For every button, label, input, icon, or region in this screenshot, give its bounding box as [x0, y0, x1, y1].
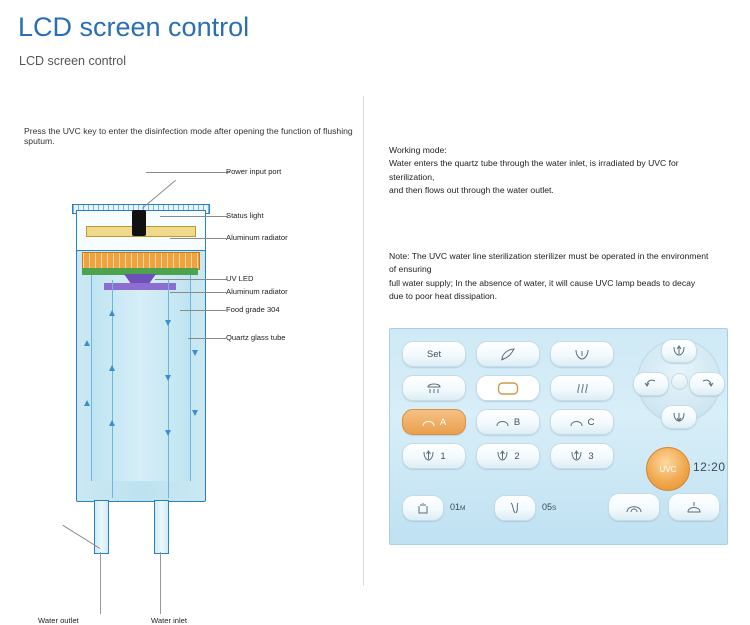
seat-c-label: C [587, 416, 595, 428]
pressure-up-icon [672, 345, 686, 357]
seat-heat-icon [570, 416, 583, 428]
label-water-outlet: Water outlet [38, 616, 79, 625]
aluminum-radiator-lower [104, 283, 176, 290]
nozzle-clean-button[interactable] [476, 341, 540, 367]
label-quartz-glass-tube: Quartz glass tube [226, 333, 286, 342]
uvc-label: UVC [659, 464, 677, 474]
page-title: LCD screen control [18, 12, 250, 42]
label-status-light: Status light [226, 211, 264, 220]
note-line2: full water supply; In the absence of water, it will cause UVC lamp beads to decay [389, 277, 696, 288]
move-back-icon [644, 378, 658, 390]
seat-b-label: B [513, 416, 521, 428]
minutes-unit: M [460, 505, 466, 512]
water-temp-icon [496, 450, 509, 462]
seconds-unit: S [552, 505, 557, 512]
note-block [389, 250, 709, 303]
water-inlet-pipe [154, 500, 169, 554]
set-button-label: Set [426, 348, 442, 360]
water-temp-1-label: 1 [440, 450, 446, 462]
water-temp-3-button[interactable] [550, 443, 614, 469]
label-water-inlet: Water inlet [151, 616, 188, 625]
move-front-icon [700, 378, 714, 390]
deodorize-icon [625, 501, 643, 514]
clock-readout: 12:20 [693, 460, 726, 474]
lid-open-icon [685, 501, 703, 514]
seat-a-button[interactable] [402, 409, 466, 435]
diagram-caption: Press the UVC key to enter the disinfection mode after opening the function of flushing sputum. [24, 126, 353, 146]
seconds-value: 05 [542, 502, 553, 512]
shower-dry-button[interactable] [402, 375, 466, 401]
rear-wash-icon [574, 347, 590, 361]
vertical-divider [363, 96, 364, 586]
working-mode-line2: and then flows out through the water outlet. [389, 184, 554, 195]
working-mode-block [389, 144, 709, 197]
note-line3: due to poor heat dissipation. [389, 290, 497, 301]
water-temp-icon [570, 450, 583, 462]
water-temp-2-label: 2 [514, 450, 520, 462]
seat-heat-icon [422, 416, 435, 428]
dpad-center-button[interactable] [671, 373, 688, 390]
dry-air-icon [574, 381, 590, 395]
nozzle-clean-icon [500, 347, 516, 361]
pcb-green-strip [82, 268, 198, 275]
lcd-control-panel [389, 328, 728, 545]
seat-heat-icon [496, 416, 509, 428]
set-button[interactable] [402, 341, 466, 367]
working-mode-line1: Water enters the quartz tube through the water inlet, is irradiated by UVC for sterilization, [389, 158, 679, 182]
pressure-down-icon [672, 411, 686, 423]
seat-b-button[interactable] [476, 409, 540, 435]
uvc-button[interactable] [646, 447, 690, 491]
shower-dry-icon [425, 381, 443, 395]
minutes-readout [450, 502, 465, 512]
working-mode-title: Working mode: [389, 145, 447, 155]
sterilizer-cutaway-diagram [20, 150, 350, 625]
nozzle-position-icon [416, 502, 430, 515]
label-aluminum-radiator-bottom: Aluminum radiator [226, 287, 288, 296]
label-food-grade-304: Food grade 304 [226, 305, 280, 314]
pressure-down-button[interactable] [661, 405, 697, 429]
minutes-value: 01 [450, 502, 461, 512]
pressure-up-button[interactable] [661, 339, 697, 363]
seconds-readout [542, 502, 556, 512]
label-power-input-port: Power input port [226, 167, 282, 176]
seat-a-label: A [439, 416, 447, 428]
label-aluminum-radiator-top: Aluminum radiator [226, 233, 288, 242]
move-back-button[interactable] [633, 372, 669, 396]
massage-button[interactable] [494, 495, 536, 521]
water-temp-3-label: 3 [588, 450, 594, 462]
water-temp-2-button[interactable] [476, 443, 540, 469]
deodorize-button[interactable] [608, 493, 660, 521]
page-subtitle: LCD screen control [19, 54, 126, 68]
massage-icon [508, 502, 522, 515]
lcd-screen-icon [497, 381, 519, 396]
note-line1: Note: The UVC water line sterilization sterilizer must be operated in the environment of ensuring [389, 251, 709, 275]
label-uv-led: UV LED [226, 274, 254, 283]
move-front-button[interactable] [689, 372, 725, 396]
seat-c-button[interactable] [550, 409, 614, 435]
water-temp-icon [422, 450, 435, 462]
rear-wash-button[interactable] [550, 341, 614, 367]
lcd-screen-button[interactable] [476, 375, 540, 401]
status-light-module [132, 210, 146, 236]
nozzle-position-button[interactable] [402, 495, 444, 521]
water-temp-1-button[interactable] [402, 443, 466, 469]
dry-air-button[interactable] [550, 375, 614, 401]
lid-open-button[interactable] [668, 493, 720, 521]
